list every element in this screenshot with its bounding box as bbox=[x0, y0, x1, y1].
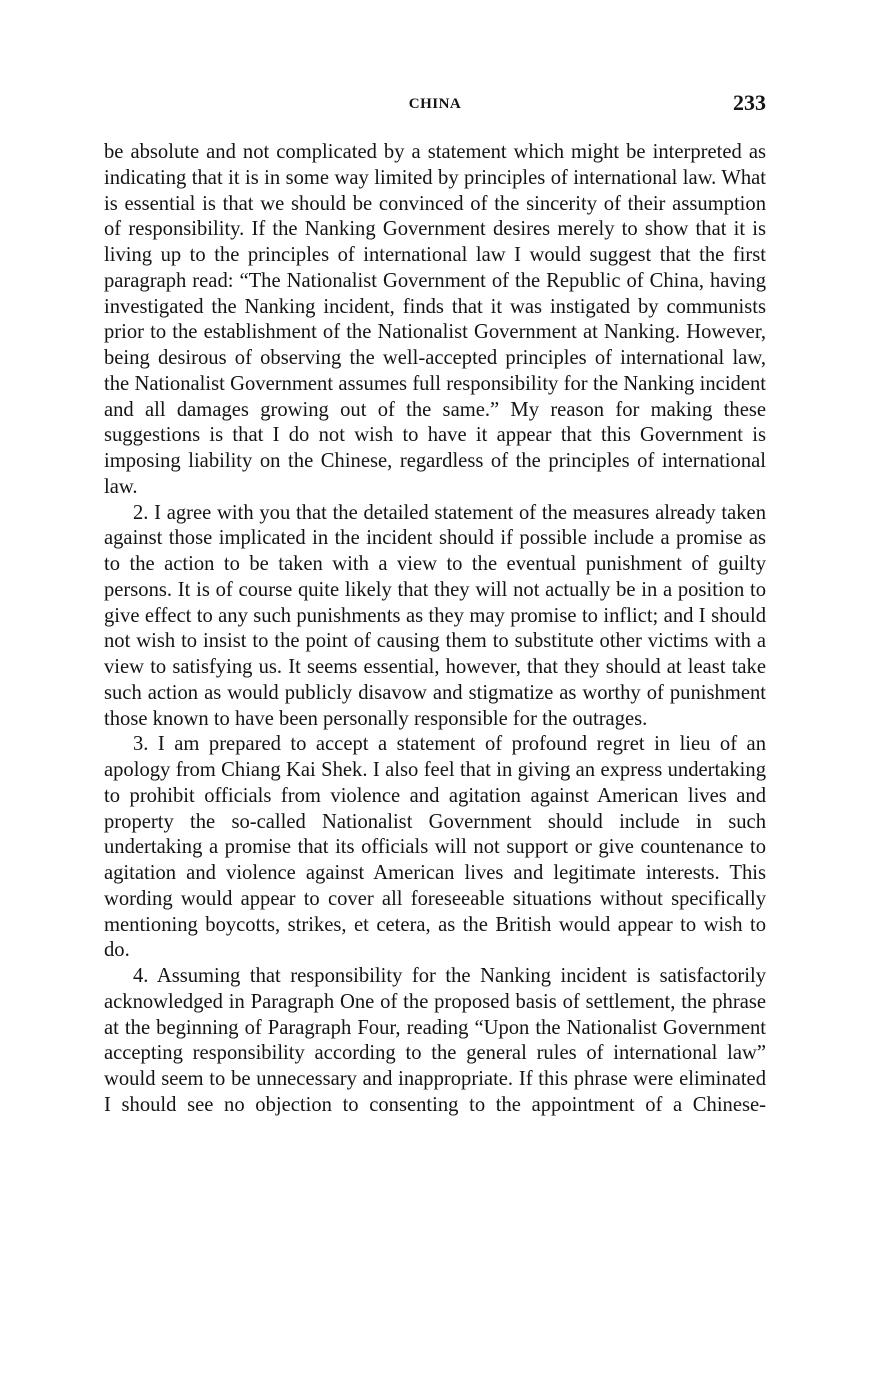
paragraph-3: 3. I am prepared to accept a statement of profound regret in lieu of an apology from Chiang Kai Shek. I also feel that in giving an express undertaking to prohibit officials from violence and agitation against American lives and property the so-called Nationalist Government should include in such undertaking a promise that its officials will not support or give countenance to agitation and violence against American lives and legitimate interests. This wording would appear to cover all foreseeable situations without specifically mentioning boycotts, strikes, et cetera, as the British would appear to wish to do. bbox=[104, 733, 766, 962]
paragraph-continued: be absolute and not complicated by a statement which might be interpreted as indicating that it is in some way limited by principles of international law. What is essential is that we should be convinced of the sincerity of their assumption of responsibility. If the Nanking Government desires merely to show that it is living up to the principles of international law I would suggest that the first paragraph read: “The Nationalist Government of the Republic of China, having investigated the Nanking incident, finds that it was instigated by communists prior to the establishment of the Nationalist Government at Nanking. However, being desirous of observing the well-accepted principles of international law, the Nationalist Government assumes full responsibility for the Nanking incident and all damages growing out of the same.” My reason for making these suggestions is that I do not wish to have it appear that this Government is imposing liability on the Chinese, regardless of the principles of international law. bbox=[104, 141, 766, 498]
body-text bbox=[104, 140, 766, 1119]
running-head: CHINA bbox=[408, 96, 462, 112]
page-number: 233 bbox=[733, 90, 766, 115]
page-header bbox=[104, 90, 766, 120]
document-page bbox=[104, 0, 766, 1380]
paragraph-4: 4. Assuming that responsibility for the Nanking incident is satisfactorily acknowledged in Paragraph One of the proposed basis of settlement, the phrase at the beginning of Paragraph Four, reading “Upon the Nationalist Government accepting responsibility according to the general rules of international law” would seem to be unnecessary and inappropriate. If this phrase were eliminated I should see no objection to consenting to the appointment of a Chinese- bbox=[104, 965, 766, 1116]
paragraph-2: 2. I agree with you that the detailed statement of the measures already taken against those implicated in the incident should if possible include a promise as to the action to be taken with a view to the eventual punishment of guilty persons. It is of course quite likely that they will not actually be in a position to give effect to any such punishments as they may promise to inflict; and I should not wish to insist to the point of causing them to substitute other victims with a view to satisfying us. It seems essential, however, that they should at least take such action as would publicly disavow and stigmatize as worthy of punishment those known to have been personally responsible for the outrages. bbox=[104, 501, 766, 730]
